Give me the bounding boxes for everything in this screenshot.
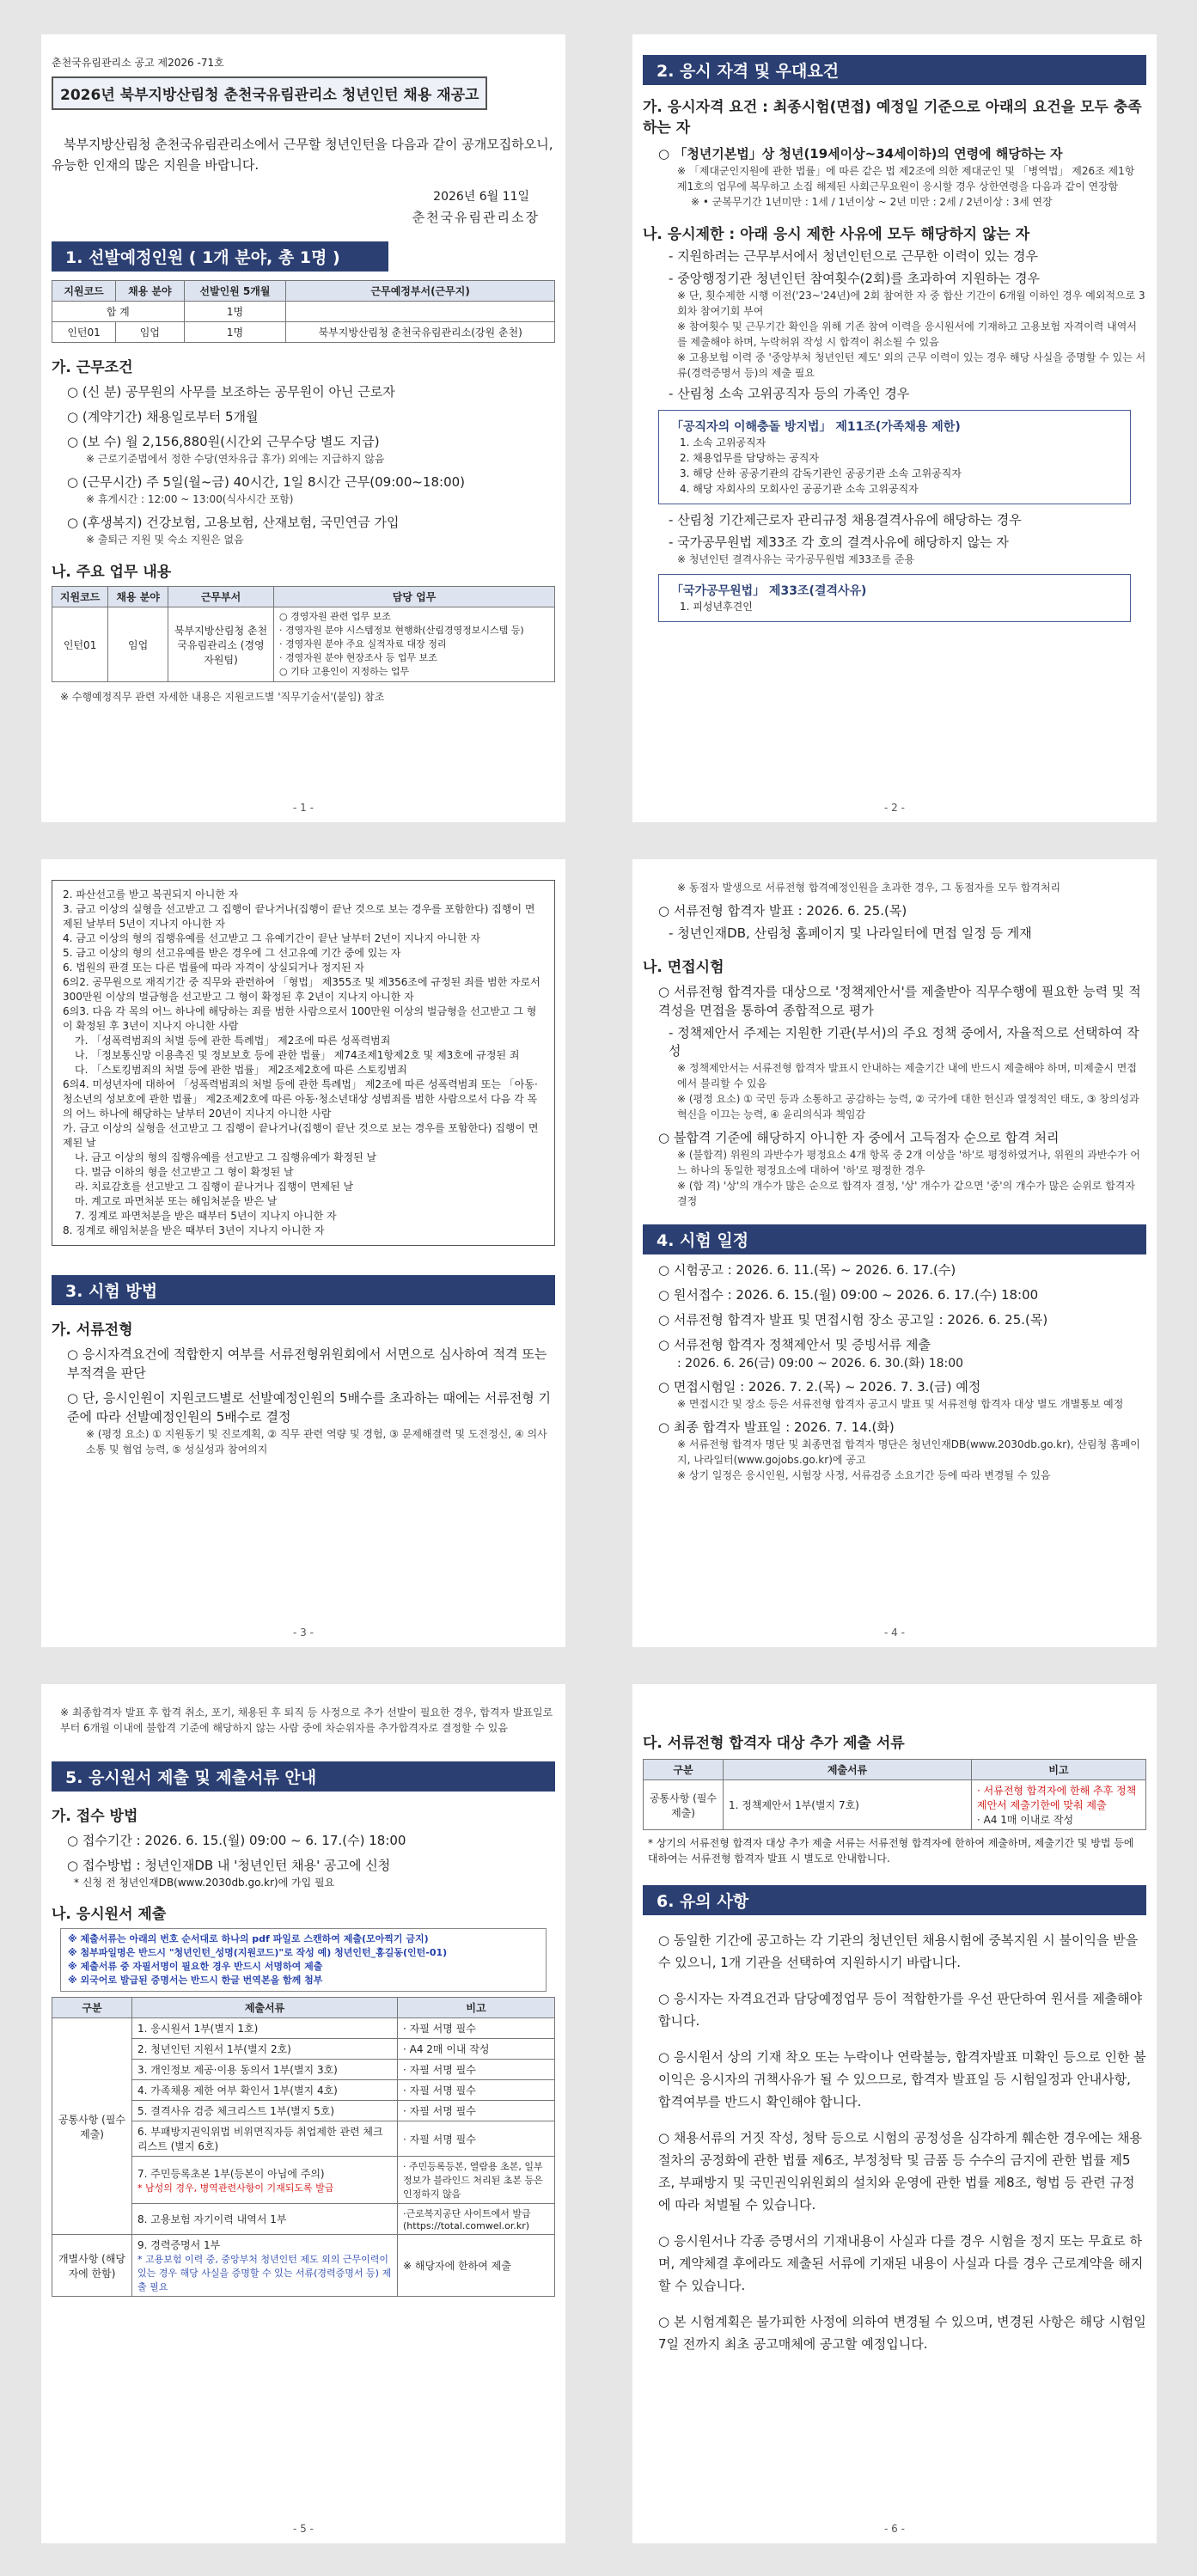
page-6 (632, 1684, 1157, 2543)
table-cell: · 자필 서명 필수 (398, 2080, 555, 2101)
caution-item: ○ 채용서류의 거짓 작성, 청탁 등으로 시험의 공정성을 심각하게 훼손한 경우에는 채용절차의 공정화에 관한 법률 제6조, 부정청탁 및 금품 등 수수의 금지에 관한 법률 제5조, 부패방지 및 국민권익위원회의 설치와 운영에 관한 법률 제8조, 형법 등 관련 규정에 따라 처벌될 수 있습니다. (658, 2127, 1146, 2216)
table-cell-note: * 고용보험 이력 중, 중앙부처 청년인턴 제도 외의 근무이력이 있는 경우 해당 사실을 증명할 수 있는 서류(경력증명서 등) 제출 필요 (137, 2254, 392, 2292)
list-item: 나. 금고 이상의 형의 집행유예를 선고받고 그 집행유예가 확정된 날 (75, 1151, 377, 1163)
law-box-disqualification (658, 574, 1131, 622)
additional-pass-note: ※ 최종합격자 발표 후 합격 취소, 포기, 채용된 후 퇴직 등 사정으로 추가 선발이 필요한 경우, 합격자 발표일로부터 6개월 이내에 불합격 기준에 해당하지 않는 사람 중에 차순위자를 추가합격자로 결정할 수 있음 (60, 1705, 555, 1736)
table-cell: 임업 (116, 322, 184, 343)
qualification-item: ○ 「청년기본법」상 청년(19세이상~34세이하)의 연령에 해당하는 자 (658, 144, 1146, 163)
law-box-item: 1. 소속 고위공직자 (680, 436, 766, 449)
list-item: 8. 징계로 해임처분을 받은 때부터 3년이 지나지 아니한 자 (63, 1224, 325, 1236)
table-header: 근무예정부서(근무지) (286, 281, 555, 302)
condition-item: ○ (신 분) 공무원의 사무를 보조하는 공무원이 아닌 근로자 (67, 382, 555, 401)
table-cell: 인턴01 (52, 322, 116, 343)
list-item: 마. 계고로 파면처분 또는 해임처분을 받은 날 (75, 1195, 278, 1207)
section-3-header: 3. 시험 방법 (52, 1275, 555, 1305)
table-cell: 공통사항 (필수제출) (52, 2018, 132, 2235)
table-cell: 8. 고용보험 자기이력 내역서 1부 (132, 2204, 398, 2235)
table-header: 제출서류 (132, 1998, 398, 2018)
condition-note: ※ 휴게시간 : 12:00 ~ 13:00(식사시간 포함) (86, 491, 555, 507)
warning-line: ※ 제출서류는 아래의 번호 순서대로 하나의 pdf 파일로 스캔하여 제출(모아찍기 금지) (68, 1933, 429, 1944)
list-item: 2. 파산선고를 받고 복권되지 아니한 자 (63, 888, 239, 900)
schedule-item: ○ 원서접수 : 2026. 6. 15.(월) 09:00 ~ 2026. 6. 17.(수) 18:00 (658, 1285, 1146, 1304)
duties-table (52, 586, 555, 682)
table-header: 지원코드 (52, 587, 108, 607)
list-item: 6의3. 다음 각 목의 어느 하나에 해당하는 죄를 범한 사람으로서 100만원 이상의 벌금형을 선고받고 그 형이 확정된 후 3년이 지나지 아니한 사람 (63, 1005, 537, 1032)
table-cell: 1. 정책제안서 1부(별지 7호) (724, 1780, 972, 1830)
table-cell: ※ 해당자에 한하여 제출 (398, 2235, 555, 2297)
method-item: ○ 단, 응시인원이 지원코드별로 선발예정인원의 5배수를 초과하는 때에는 서류전형 기준에 따라 선발예정인원의 5배수로 결정 (67, 1389, 555, 1426)
document-number: 춘천국유림관리소 공고 제2026 -71호 (52, 57, 224, 69)
law-box-item: 3. 해당 산하 공공기관의 감독기관인 공공기관 소속 고위공직자 (680, 467, 962, 479)
subsection-na: 나. 면접시험 (643, 959, 724, 976)
documents-table (52, 1997, 555, 2297)
additional-docs-table (643, 1759, 1146, 1830)
table-header: 근무부서 (168, 587, 274, 607)
list-item: 6의2. 공무원으로 재직기간 중 직무와 관련하여 「형법」 제355조 및 제356조에 규정된 죄를 범한 자로서 300만원 이상의 벌금형을 선고받고 그 형이 확정된 후 2년이 지나지 아니한 자 (63, 976, 540, 1003)
page-number: - 2 - (884, 802, 905, 814)
duties-cell (274, 607, 555, 682)
interview-note: ※ 정책제안서는 서류전형 합격자 발표시 안내하는 제출기간 내에 반드시 제출해야 하며, 미제출시 면접에서 불리할 수 있음 (677, 1060, 1146, 1091)
submission-warnings (60, 1928, 547, 1992)
caution-item: ○ 응시원서나 각종 증명서의 기재내용이 사실과 다를 경우 시험을 정지 또는 무효로 하며, 계약체결 후에라도 제출된 서류에 기재된 내용이 사실과 다를 경우 근로계약을 해지할 수 있습니다. (658, 2230, 1146, 2297)
schedule-item: ○ 최종 합격자 발표일 : 2026. 7. 14.(화) (658, 1418, 1146, 1437)
application-item: ○ 접수방법 : 청년인재DB 내 '청년인턴 채용' 공고에 신청 (67, 1856, 555, 1875)
interview-note: ※ (불합격) 위원의 과반수가 평정요소 4개 항목 중 2개 이상을 '하'로 평정하였거나, 위원의 과반수가 어느 하나의 동일한 평정요소에 대하여 '하'로 평정한 경우 (677, 1147, 1146, 1178)
subsection-na: 나. 응시제한 : 아래 응시 제한 사유에 모두 해당하지 않는 자 (643, 226, 1030, 243)
section-1-header: 1. 선발예정인원 ( 1개 분야, 총 1명 ) (52, 241, 388, 272)
list-item: 3. 금고 이상의 실형을 선고받고 그 집행이 끝나거나(집행이 끝난 것으로 보는 경우를 포함한다) 집행이 면제된 날부터 5년이 지나지 아니한 자 (63, 903, 535, 930)
schedule-detail: : 2026. 6. 26(금) 09:00 ~ 2026. 6. 30.(화) 18:00 (677, 1357, 964, 1370)
table-header: 제출서류 (724, 1760, 972, 1780)
page-number: - 4 - (884, 1627, 905, 1639)
condition-item: ○ (계약기간) 채용일로부터 5개월 (67, 407, 555, 426)
caution-item: ○ 응시자는 자격요건과 담당예정업무 등이 적합한가를 우선 판단하여 원서를 제출해야 합니다. (658, 1987, 1146, 2032)
duty-line: ○ 기타 고용인이 지정하는 업무 (279, 666, 410, 677)
condition-item: ○ (보 수) 월 2,156,880원(시간외 근무수당 별도 지급) (67, 432, 555, 451)
interview-detail: - 정책제안서 주제는 지원한 기관(부서)의 주요 정책 중에서, 자율적으로 선택하여 작성 (669, 1024, 1146, 1060)
restriction-note: ※ 참여횟수 및 근무기간 확인을 위해 기존 참여 이력을 응시원서에 기재하고 고용보험 자격이력 내역서를 제출해야 하며, 누락허위 작성 시 합격이 취소될 수 있음 (677, 319, 1146, 350)
law-box-item: 1. 피성년후견인 (680, 601, 753, 613)
restriction-item: - 국가공무원법 제33조 각 호의 결격사유에 해당하지 않는 자 (669, 534, 1146, 552)
list-item: 7. 징계로 파면처분을 받은 때부터 5년이 지나지 아니한 자 (75, 1210, 337, 1222)
table-cell: · A4 2매 이내 작성 (398, 2039, 555, 2060)
qualification-note: ※ 「제대군인지원에 관한 법률」에 따른 같은 법 제2조에 의한 제대군인 및 「병역법」 제26조 제1항 제1호의 업무에 복무하고 소집 해제된 사회근무요원이 응시할 경우 상한연령을 다음과 같이 연장함 (677, 163, 1146, 194)
subsection-da: 다. 서류전형 합격자 대상 추가 제출 서류 (643, 1735, 905, 1752)
table-cell: 2. 청년인턴 지원서 1부(별지 2호) (132, 2039, 398, 2060)
method-item: ○ 응시자격요건에 적합한지 여부를 서류전형위원회에서 서면으로 심사하여 적격 또는 부적격을 판단 (67, 1345, 555, 1383)
restriction-item: - 지원하려는 근무부서에서 청년인턴으로 근무한 이력이 있는 경우 (669, 247, 1146, 266)
table-cell: 합 계 (52, 302, 185, 322)
page-5 (41, 1684, 565, 2543)
duties-note: ※ 수행예정직무 관련 자세한 내용은 지원코드별 '직무기술서'(붙임) 참조 (60, 689, 555, 705)
table-cell: · 주민등록등본, 열람용 초본, 일부 정보가 블라인드 처리된 초본 등은 인정하지 않음 (398, 2157, 555, 2204)
table-cell: · 자필 서명 필수 (398, 2101, 555, 2121)
restriction-item: - 중앙행정기관 청년인턴 참여횟수(2회)를 초과하여 지원하는 경우 (669, 270, 1146, 288)
list-item: 4. 금고 이상의 형의 집행유예를 선고받고 그 유예기간이 끝난 날부터 2년이 지나지 아니한 자 (63, 932, 480, 944)
caution-item: ○ 응시원서 상의 기재 착오 또는 누락이나 연락불능, 합격자발표 미확인 등으로 인한 불이익은 응시자의 귀책사유가 될 수 있으므로, 합격자 발표일 등 시험일정과 안내사항, 합격여부를 반드시 확인해야 합니다. (658, 2046, 1146, 2113)
law-box-item: 4. 해당 자회사의 모회사인 공공기관 소속 고위공직자 (680, 483, 919, 495)
table-cell-note: · A4 1매 이내로 작성 (977, 1814, 1074, 1826)
restriction-note: ※ 고용보험 이력 중 '중앙부처 청년인턴 제도' 외의 근무 이력이 있는 경우 해당 사실을 증명할 수 있는 서류(경력증명서 등)의 제출 필요 (677, 350, 1146, 381)
table-cell: · 자필 서명 필수 (398, 2018, 555, 2039)
list-item: 다. 벌금 이하의 형을 선고받고 그 형이 확정된 날 (75, 1166, 294, 1178)
table-header: 구분 (644, 1760, 724, 1780)
positions-table (52, 280, 555, 343)
warning-line: ※ 첨부파일명은 반드시 "청년인턴_성명(지원코드)"로 작성 예) 청년인턴_홍길동(인턴-01) (68, 1947, 448, 1958)
additional-docs-note: * 상기의 서류전형 합격자 대상 추가 제출 서류는 서류전형 합격자에 한하여 제출하며, 제출기간 및 방법 등에 대하여는 서류전형 합격자 발표 시 별도로 안내합니다. (648, 1837, 1134, 1865)
table-cell-note: * 남성의 경우, 병역관련사항이 기재되도록 발급 (137, 2182, 334, 2194)
schedule-item: ○ 면접시험일 : 2026. 7. 2.(목) ~ 2026. 7. 3.(금) 예정 (658, 1377, 1146, 1396)
interview-note: ※ (합 격) '상'의 개수가 많은 순으로 합격자 결정, '상' 개수가 같으면 '중'의 개수가 많은 순위로 합격자 결정 (677, 1178, 1146, 1209)
document-title: 2026년 북부지방산림청 춘천국유림관리소 청년인턴 채용 재공고 (52, 76, 487, 110)
table-cell: · 자필 서명 필수 (398, 2060, 555, 2080)
list-item: 가. 「성폭력범죄의 처벌 등에 관한 특례법」 제2조에 따른 성폭력범죄 (75, 1035, 391, 1047)
table-header: 비고 (398, 1998, 555, 2018)
page-number: - 5 - (293, 2523, 314, 2535)
subsection-ga: 가. 응시자격 요건 : 최종시험(면접) 예정일 기준으로 아래의 요건을 모두 충족하는 자 (643, 99, 1142, 137)
restriction-note: ※ 청년인턴 결격사유는 국가공무원법 제33조를 준용 (677, 552, 1146, 567)
page-1 (41, 34, 565, 822)
section-4-header: 4. 시험 일정 (643, 1224, 1146, 1254)
duty-line: · 경영자원 분야 주요 실적자료 대장 정리 (279, 638, 447, 650)
disqualification-list (52, 880, 555, 1246)
table-header: 채용 분야 (108, 587, 168, 607)
qualification-note-detail: ※ • 군복무기간 1년미만 : 1세 / 1년이상 ~ 2년 미만 : 2세 / 2년이상 : 3세 연장 (691, 194, 1146, 210)
table-cell: 임업 (108, 607, 168, 682)
caution-item: ○ 동일한 기간에 공고하는 각 기관의 청년인턴 채용시험에 중복지원 시 불이익을 받을 수 있으니, 1개 기관을 선택하여 지원하시기 바랍니다. (658, 1929, 1146, 1974)
list-item: 다. 「스토킹범죄의 처벌 등에 관한 법률」 제2조제2호에 따른 스토킹범죄 (75, 1064, 407, 1076)
subsection-na: 나. 응시원서 제출 (52, 1906, 167, 1923)
interview-item: ○ 불합격 기준에 해당하지 아니한 자 중에서 고득점자 순으로 합격 처리 (658, 1128, 1146, 1147)
subsection-ga: 가. 근무조건 (52, 359, 133, 376)
schedule-item: ○ 서류전형 합격자 정책제안서 및 증빙서류 제출 (658, 1335, 1146, 1354)
table-header: 채용 분야 (116, 281, 184, 302)
law-box-title: 「공직자의 이해충돌 방지법」 제11조(가족채용 제한) (671, 420, 961, 434)
section-2-header: 2. 응시 자격 및 우대요건 (643, 55, 1146, 85)
schedule-note: ※ 상기 일정은 응시인원, 시험장 사정, 서류검증 소요기간 등에 따라 변경될 수 있음 (677, 1468, 1146, 1483)
table-cell (132, 2235, 398, 2297)
table-cell-text: 7. 주민등록초본 1부(등본이 아님에 주의) (137, 2167, 325, 2180)
table-header: 비고 (972, 1760, 1146, 1780)
table-cell: 1명 (184, 322, 286, 343)
interview-item: ○ 서류전형 합격자를 대상으로 '정책제안서'를 제출받아 직무수행에 필요한 능력 및 적격성을 면접을 통하여 종합적으로 평가 (658, 982, 1146, 1020)
method-note: ※ (평정 요소) ① 지원동기 및 진로계획, ② 직무 관련 역량 및 경험, ③ 문제해결력 및 도전정신, ④ 의사소통 및 협업 능력, ⑤ 성실성과 참여의지 (86, 1426, 555, 1457)
condition-item: ○ (근무시간) 주 5일(월~금) 40시간, 1일 8시간 근무(09:00~18:00) (67, 473, 555, 491)
list-item: 5. 금고 이상의 형의 선고유예를 받은 경우에 그 선고유예 기간 중에 있는 자 (63, 947, 401, 959)
subsection-ga: 가. 접수 방법 (52, 1808, 138, 1825)
table-cell: 5. 결격사유 검증 체크리스트 1부(별지 5호) (132, 2101, 398, 2121)
page-3 (41, 859, 565, 1647)
page-2 (632, 34, 1157, 822)
list-item: 라. 치료감호를 선고받고 그 집행이 끝나거나 집행이 면제된 날 (75, 1181, 354, 1193)
law-box-title: 「국가공무원법」 제33조(결격사유) (671, 584, 867, 598)
duty-line: · 경영자원 분야 시스템정보 현행화(산림경영정보시스템 등) (279, 625, 524, 636)
application-item: ○ 접수기간 : 2026. 6. 15.(월) 09:00 ~ 6. 17.(수) 18:00 (67, 1831, 555, 1850)
condition-note: ※ 출퇴근 지원 및 숙소 지원은 없음 (86, 532, 555, 547)
table-cell: 개별사항 (해당자에 한함) (52, 2235, 132, 2297)
table-cell: 4. 가족채용 제한 여부 확인서 1부(별지 4호) (132, 2080, 398, 2101)
table-cell (132, 2157, 398, 2204)
law-box-conflict (658, 410, 1131, 504)
table-cell: 인턴01 (52, 607, 108, 682)
restriction-note: ※ 단, 횟수제한 시행 이전('23~'24년)에 2회 참여한 자 중 합산 기간이 6개월 이하인 경우 예외적으로 3회차 참여기회 부여 (677, 288, 1146, 319)
page-number: - 6 - (884, 2523, 905, 2535)
section-6-header: 6. 유의 사항 (643, 1885, 1146, 1915)
schedule-item: ○ 시험공고 : 2026. 6. 11.(목) ~ 2026. 6. 17.(수) (658, 1261, 1146, 1279)
table-cell: 1. 응시원서 1부(별지 1호) (132, 2018, 398, 2039)
restriction-item: - 산림청 소속 고위공직자 등의 가족인 경우 (669, 385, 1146, 403)
table-cell: 3. 개인정보 제공·이용 동의서 1부(별지 3호) (132, 2060, 398, 2080)
table-header: 선발인원 5개월 (184, 281, 286, 302)
schedule-item: ○ 서류전형 합격자 발표 및 면접시험 장소 공고일 : 2026. 6. 25.(목) (658, 1310, 1146, 1329)
schedule-note: ※ 면접시간 및 장소 등은 서류전형 합격자 공고시 발표 및 서류전형 합격자 대상 별도 개별통보 예정 (677, 1396, 1146, 1412)
restriction-item: - 산림청 기간제근로자 관리규정 채용결격사유에 해당하는 경우 (669, 511, 1146, 529)
notice-date: 2026년 6월 11일 (433, 190, 529, 204)
law-box-item: 2. 채용업무를 담당하는 공직자 (680, 452, 819, 464)
table-cell: ·근로복지공단 사이트에서 발급 (https://total.comwel.or.kr) (398, 2204, 555, 2235)
warning-line: ※ 외국어로 발급된 증명서는 반드시 한글 번역본을 함께 첨부 (68, 1975, 323, 1986)
table-cell (972, 1780, 1146, 1830)
page-number: - 1 - (293, 802, 314, 814)
condition-item: ○ (후생복지) 건강보험, 고용보험, 산재보험, 국민연금 가입 (67, 513, 555, 532)
condition-note: ※ 근로기준법에서 정한 수당(연차유급 휴가) 외에는 지급하지 않음 (86, 451, 555, 467)
list-item: 6. 법원의 판결 또는 다른 법률에 따라 자격이 상실되거나 정지된 자 (63, 961, 364, 974)
warning-line: ※ 제출서류 중 자필서명이 필요한 경우 반드시 서명하여 제출 (68, 1961, 323, 1972)
page-number: - 3 - (293, 1627, 314, 1639)
section-5-header: 5. 응시원서 제출 및 제출서류 안내 (52, 1761, 555, 1792)
duty-line: · 경영자원 분야 현장조사 등 업무 보조 (279, 652, 437, 663)
list-item: 나. 「정보통신망 이용촉진 및 정보보호 등에 관한 법률」 제74조제1항제2호 및 제3호에 규정된 죄 (75, 1049, 520, 1061)
interview-note: ※ (평정 요소) ① 국민 등과 소통하고 공감하는 능력, ② 국가에 대한 헌신과 열정적인 태도, ③ 창의성과 혁신을 이끄는 능력, ④ 윤리의식과 책임감 (677, 1091, 1146, 1122)
table-cell: 1명 (184, 302, 286, 322)
schedule-item: ○ 서류전형 합격자 발표 : 2026. 6. 25.(목) (658, 901, 1146, 920)
signer: 춘천국유림관리소장 (412, 210, 540, 225)
schedule-note: ※ 서류전형 합격자 명단 및 최종면접 합격자 명단은 청년인재DB(www.2030db.go.kr), 산림청 홈페이지, 나라일터(www.gojobs.go.kr)에 공고 (677, 1437, 1146, 1468)
subsection-na: 나. 주요 업무 내용 (52, 564, 172, 581)
table-header: 지원코드 (52, 281, 116, 302)
table-cell-note: · 서류전형 합격자에 한해 추후 정책제안서 제출기한에 맞춰 제출 (977, 1785, 1137, 1811)
table-cell: · 자필 서명 필수 (398, 2121, 555, 2157)
list-item: 가. 금고 이상의 실형을 선고받고 그 집행이 끝나거나(집행이 끝난 것으로 보는 경우를 포함한다) 집행이 면제된 날 (63, 1122, 539, 1149)
table-header: 구분 (52, 1998, 132, 2018)
table-cell: 공통사항 (필수제출) (644, 1780, 724, 1830)
table-cell: 6. 부패방지권익위법 비위면직자등 취업제한 관련 체크리스트 (별지 6호) (132, 2121, 398, 2157)
list-item: 6의4. 미성년자에 대하여 「성폭력범죄의 처벌 등에 관한 특례법」 제2조에 따른 성폭력범죄 또는 「아동·청소년의 성보호에 관한 법률」 제2조제2호에 따른 아동·청소년대상 성범죄를 범한 사람으로서 다음 각 목의 어느 하나에 해당하는 날부터 20년이 지나지 아니한 사람 (63, 1078, 538, 1120)
table-cell: 북부지방산림청 춘천국유림관리소(강원 춘천) (286, 322, 555, 343)
caution-item: ○ 본 시험계획은 불가피한 사정에 의하여 변경될 수 있으며, 변경된 사항은 해당 시험일 7일 전까지 최초 공고매체에 공고할 예정입니다. (658, 2310, 1146, 2355)
page-4 (632, 859, 1157, 1647)
duty-line: ○ 경영자원 관련 업무 보조 (279, 611, 391, 622)
tie-note: ※ 동점자 발생으로 서류전형 합격예정인원을 초과한 경우, 그 동점자를 모두 합격처리 (677, 880, 1146, 895)
table-cell: 북부지방산림청 춘천국유림관리소 (경영자원팀) (168, 607, 274, 682)
schedule-detail: - 청년인재DB, 산림청 홈페이지 및 나라일터에 면접 일정 등 게재 (669, 925, 1146, 943)
table-header: 담당 업무 (274, 587, 555, 607)
application-note: * 신청 전 청년인재DB(www.2030db.go.kr)에 가입 필요 (74, 1877, 335, 1889)
table-cell-text: 9. 경력증명서 1부 (137, 2239, 221, 2251)
subsection-ga: 가. 서류전형 (52, 1322, 133, 1339)
intro-text: 북부지방산림청 춘천국유림관리소에서 근무할 청년인턴을 다음과 같이 공개모집하오니, 유능한 인재의 많은 지원을 바랍니다. (52, 137, 553, 173)
